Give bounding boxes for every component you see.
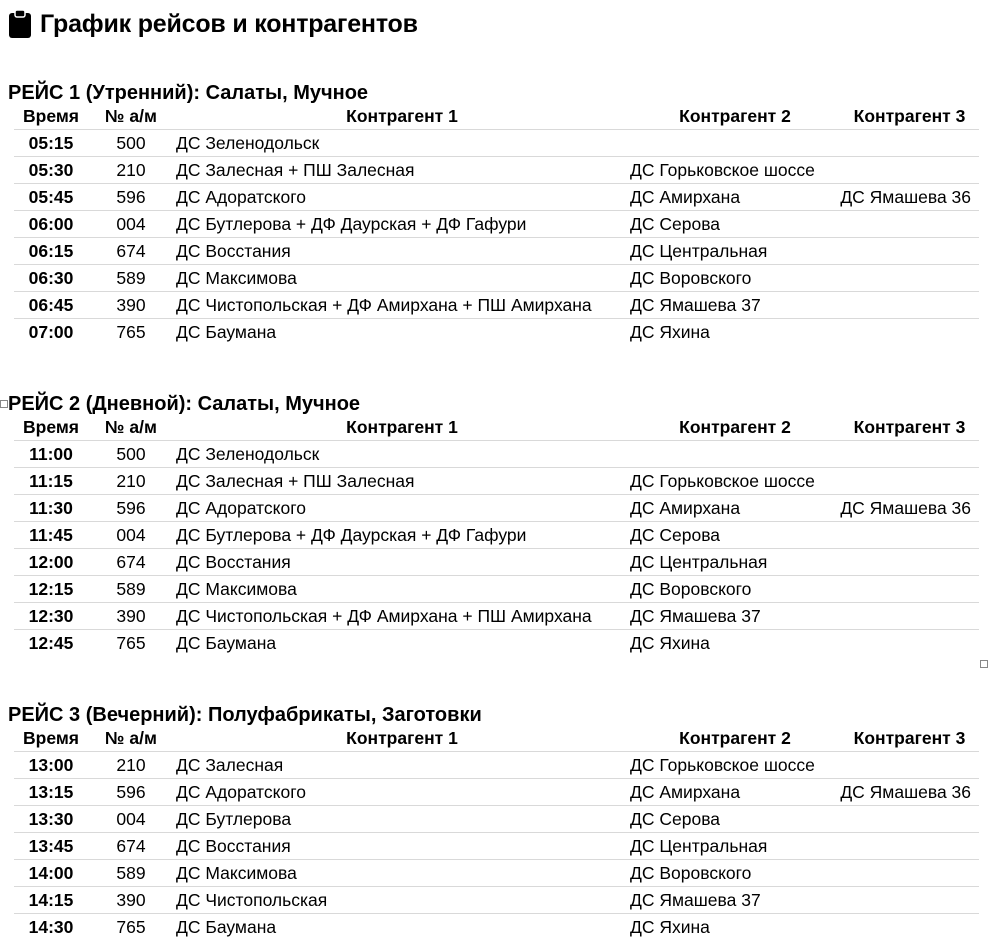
cell-contractor-2 — [630, 130, 840, 157]
header-k2: Контрагент 2 — [630, 415, 840, 441]
cell-contractor-2: ДС Серова — [630, 211, 840, 238]
header-time: Время — [14, 726, 88, 752]
cell-time: 05:30 — [14, 157, 88, 184]
cell-contractor-1: ДС Зеленодольск — [174, 130, 630, 157]
cell-contractor-3 — [840, 549, 979, 576]
cell-contractor-3 — [840, 468, 979, 495]
cell-contractor-3 — [840, 576, 979, 603]
table-row — [14, 806, 979, 833]
header-k1: Контрагент 1 — [174, 726, 630, 752]
cell-contractor-3 — [840, 211, 979, 238]
cell-contractor-1: ДС Максимова — [174, 576, 630, 603]
table-row — [14, 211, 979, 238]
table-row — [14, 630, 979, 657]
cell-contractor-1: ДС Зеленодольск — [174, 441, 630, 468]
cell-contractor-2: ДС Яхина — [630, 632, 710, 653]
cell-contractor-1: ДС Восстания — [174, 833, 630, 860]
cell-number: 765 — [116, 916, 146, 937]
cell-contractor-3 — [840, 806, 979, 833]
cell-time: 13:30 — [14, 806, 88, 833]
table-row — [14, 833, 979, 860]
cell-contractor-1: ДС Баумана — [176, 916, 277, 937]
cell-time: 11:30 — [14, 495, 88, 522]
cell-contractor-2 — [630, 441, 840, 468]
cell-contractor-2: ДС Серова — [630, 522, 840, 549]
table-header-row — [14, 726, 979, 752]
cell-time: 06:15 — [14, 238, 88, 265]
cell-number: 210 — [88, 468, 174, 495]
table-row — [14, 495, 979, 522]
table-row — [14, 576, 979, 603]
header-number: № а/м — [88, 104, 174, 130]
cell-number: 210 — [88, 752, 174, 779]
cell-number: 674 — [88, 833, 174, 860]
cell-contractor-2: ДС Воровского — [630, 860, 840, 887]
cell-number: 589 — [88, 265, 174, 292]
table-row — [14, 319, 979, 346]
cell-contractor-3: ДС Ямашева 36 — [840, 184, 979, 211]
cell-number: 674 — [88, 238, 174, 265]
cell-number: 390 — [88, 603, 174, 630]
cell-contractor-3 — [840, 265, 979, 292]
cell-contractor-1: ДС Восстания — [174, 238, 630, 265]
table-header-row — [14, 104, 979, 130]
cell-contractor-1: ДС Залесная + ПШ Залесная — [174, 468, 630, 495]
header-k1: Контрагент 1 — [174, 104, 630, 130]
header-time: Время — [14, 415, 88, 441]
cell-number: 004 — [88, 211, 174, 238]
cell-time: 05:15 — [14, 130, 88, 157]
cell-contractor-1: ДС Адоратского — [174, 779, 630, 806]
table-row — [14, 130, 979, 157]
cell-number: 390 — [88, 887, 174, 914]
cell-contractor-1: ДС Бутлерова + ДФ Даурская + ДФ Гафури — [174, 211, 630, 238]
trip-table — [14, 104, 979, 345]
cell-contractor-1: ДС Бутлерова — [174, 806, 630, 833]
header-number: № а/м — [88, 415, 174, 441]
cell-number: 210 — [88, 157, 174, 184]
cell-contractor-2: ДС Серова — [630, 806, 840, 833]
cell-contractor-3 — [840, 441, 979, 468]
table-header-row — [14, 415, 979, 441]
table-row — [14, 522, 979, 549]
cell-number: 596 — [88, 184, 174, 211]
cell-contractor-3 — [840, 130, 979, 157]
cell-number: 765 — [116, 632, 146, 653]
cell-contractor-3: ДС Ямашева 36 — [840, 779, 979, 806]
cell-contractor-2: ДС Горьковское шоссе — [630, 752, 840, 779]
cell-time: 05:45 — [14, 184, 88, 211]
cell-contractor-3 — [840, 860, 979, 887]
cell-contractor-3 — [840, 319, 979, 346]
cell-number: 500 — [88, 441, 174, 468]
header-k2: Контрагент 2 — [630, 726, 840, 752]
table-row — [14, 157, 979, 184]
cell-contractor-2: ДС Амирхана — [630, 495, 840, 522]
table-row — [14, 441, 979, 468]
cell-time: 14:30 — [28, 916, 74, 937]
cell-number: 500 — [88, 130, 174, 157]
header-k3: Контрагент 3 — [840, 726, 979, 752]
table-row — [14, 184, 979, 211]
trip-heading: РЕЙС 2 (Дневной): Салаты, Мучное — [8, 393, 361, 415]
cell-contractor-3 — [840, 522, 979, 549]
table-row — [14, 238, 979, 265]
cell-contractor-2: ДС Горьковское шоссе — [630, 157, 840, 184]
cell-contractor-2: ДС Центральная — [630, 549, 840, 576]
cell-time: 14:00 — [14, 860, 88, 887]
cell-contractor-1: ДС Бутлерова + ДФ Даурская + ДФ Гафури — [174, 522, 630, 549]
header-k1: Контрагент 1 — [174, 415, 630, 441]
cell-contractor-1: ДС Восстания — [174, 549, 630, 576]
cell-contractor-1: ДС Баумана — [176, 321, 277, 342]
cell-contractor-2: ДС Ямашева 37 — [630, 292, 840, 319]
cell-contractor-3 — [840, 887, 979, 914]
cell-contractor-3 — [840, 157, 979, 184]
cell-contractor-2: ДС Центральная — [630, 238, 840, 265]
cell-contractor-3 — [840, 292, 979, 319]
cell-time: 12:30 — [14, 603, 88, 630]
cell-time: 11:45 — [14, 522, 88, 549]
header-k2: Контрагент 2 — [630, 104, 840, 130]
header-k3: Контрагент 3 — [840, 415, 979, 441]
cell-contractor-1: ДС Залесная — [174, 752, 630, 779]
table-row — [14, 603, 979, 630]
table-row — [14, 292, 979, 319]
cell-contractor-1: ДС Чистопольская — [174, 887, 630, 914]
table-row — [14, 914, 979, 941]
cell-time: 12:15 — [14, 576, 88, 603]
cell-time: 07:00 — [28, 321, 74, 342]
cell-contractor-2: ДС Центральная — [630, 833, 840, 860]
trip-table — [14, 726, 979, 940]
cell-contractor-1: ДС Чистопольская + ДФ Амирхана + ПШ Амирхана — [174, 603, 630, 630]
cell-contractor-3 — [840, 833, 979, 860]
cell-contractor-1: ДС Чистопольская + ДФ Амирхана + ПШ Амирхана — [174, 292, 630, 319]
cell-time: 06:00 — [14, 211, 88, 238]
cell-contractor-1: ДС Баумана — [176, 632, 277, 653]
cell-contractor-2: ДС Амирхана — [630, 779, 840, 806]
header-time: Время — [14, 104, 88, 130]
cell-contractor-3 — [840, 752, 979, 779]
cell-contractor-3 — [840, 238, 979, 265]
table-row — [14, 468, 979, 495]
cell-contractor-3: ДС Ямашева 36 — [840, 495, 979, 522]
table-row — [14, 549, 979, 576]
table-anchor-handle[interactable] — [0, 400, 8, 408]
cell-time: 13:00 — [14, 752, 88, 779]
table-resize-handle[interactable] — [980, 660, 988, 668]
trip-heading: РЕЙС 3 (Вечерний): Полуфабрикаты, Заготовки — [8, 704, 482, 726]
header-k3: Контрагент 3 — [840, 104, 979, 130]
cell-contractor-1: ДС Максимова — [174, 860, 630, 887]
cell-number: 674 — [88, 549, 174, 576]
document-title — [8, 6, 418, 42]
cell-contractor-3 — [840, 914, 979, 941]
cell-contractor-2: ДС Воровского — [630, 576, 840, 603]
cell-time: 13:15 — [14, 779, 88, 806]
cell-number: 004 — [88, 806, 174, 833]
cell-number: 589 — [88, 860, 174, 887]
cell-contractor-2: ДС Ямашева 37 — [630, 603, 840, 630]
cell-contractor-2: ДС Горьковское шоссе — [630, 468, 840, 495]
table-row — [14, 887, 979, 914]
table-row — [14, 752, 979, 779]
cell-number: 390 — [88, 292, 174, 319]
clipboard-icon — [8, 9, 32, 39]
cell-time: 11:15 — [14, 468, 88, 495]
cell-time: 06:30 — [14, 265, 88, 292]
table-row — [14, 860, 979, 887]
cell-contractor-1: ДС Адоратского — [174, 495, 630, 522]
cell-time: 13:45 — [14, 833, 88, 860]
cell-number: 589 — [88, 576, 174, 603]
table-row — [14, 779, 979, 806]
cell-contractor-1: ДС Залесная + ПШ Залесная — [174, 157, 630, 184]
cell-time: 12:00 — [14, 549, 88, 576]
trip-table — [14, 415, 979, 656]
cell-number: 596 — [88, 779, 174, 806]
cell-number: 596 — [88, 495, 174, 522]
cell-contractor-2: ДС Амирхана — [630, 184, 840, 211]
cell-time: 14:15 — [14, 887, 88, 914]
cell-contractor-2: ДС Воровского — [630, 265, 840, 292]
document-title-text: График рейсов и контрагентов — [40, 9, 418, 38]
header-number: № а/м — [88, 726, 174, 752]
trip-heading: РЕЙС 1 (Утренний): Салаты, Мучное — [8, 82, 369, 104]
cell-number: 004 — [88, 522, 174, 549]
cell-contractor-2: ДС Яхина — [630, 321, 710, 342]
cell-contractor-2: ДС Яхина — [630, 916, 710, 937]
cell-contractor-1: ДС Максимова — [174, 265, 630, 292]
cell-time: 06:45 — [14, 292, 88, 319]
cell-contractor-3 — [840, 603, 979, 630]
table-row — [14, 265, 979, 292]
cell-contractor-3 — [840, 630, 979, 657]
cell-time: 11:00 — [14, 441, 88, 468]
cell-time: 12:45 — [28, 632, 74, 653]
cell-contractor-2: ДС Ямашева 37 — [630, 887, 840, 914]
cell-number: 765 — [116, 321, 146, 342]
cell-contractor-1: ДС Адоратского — [174, 184, 630, 211]
